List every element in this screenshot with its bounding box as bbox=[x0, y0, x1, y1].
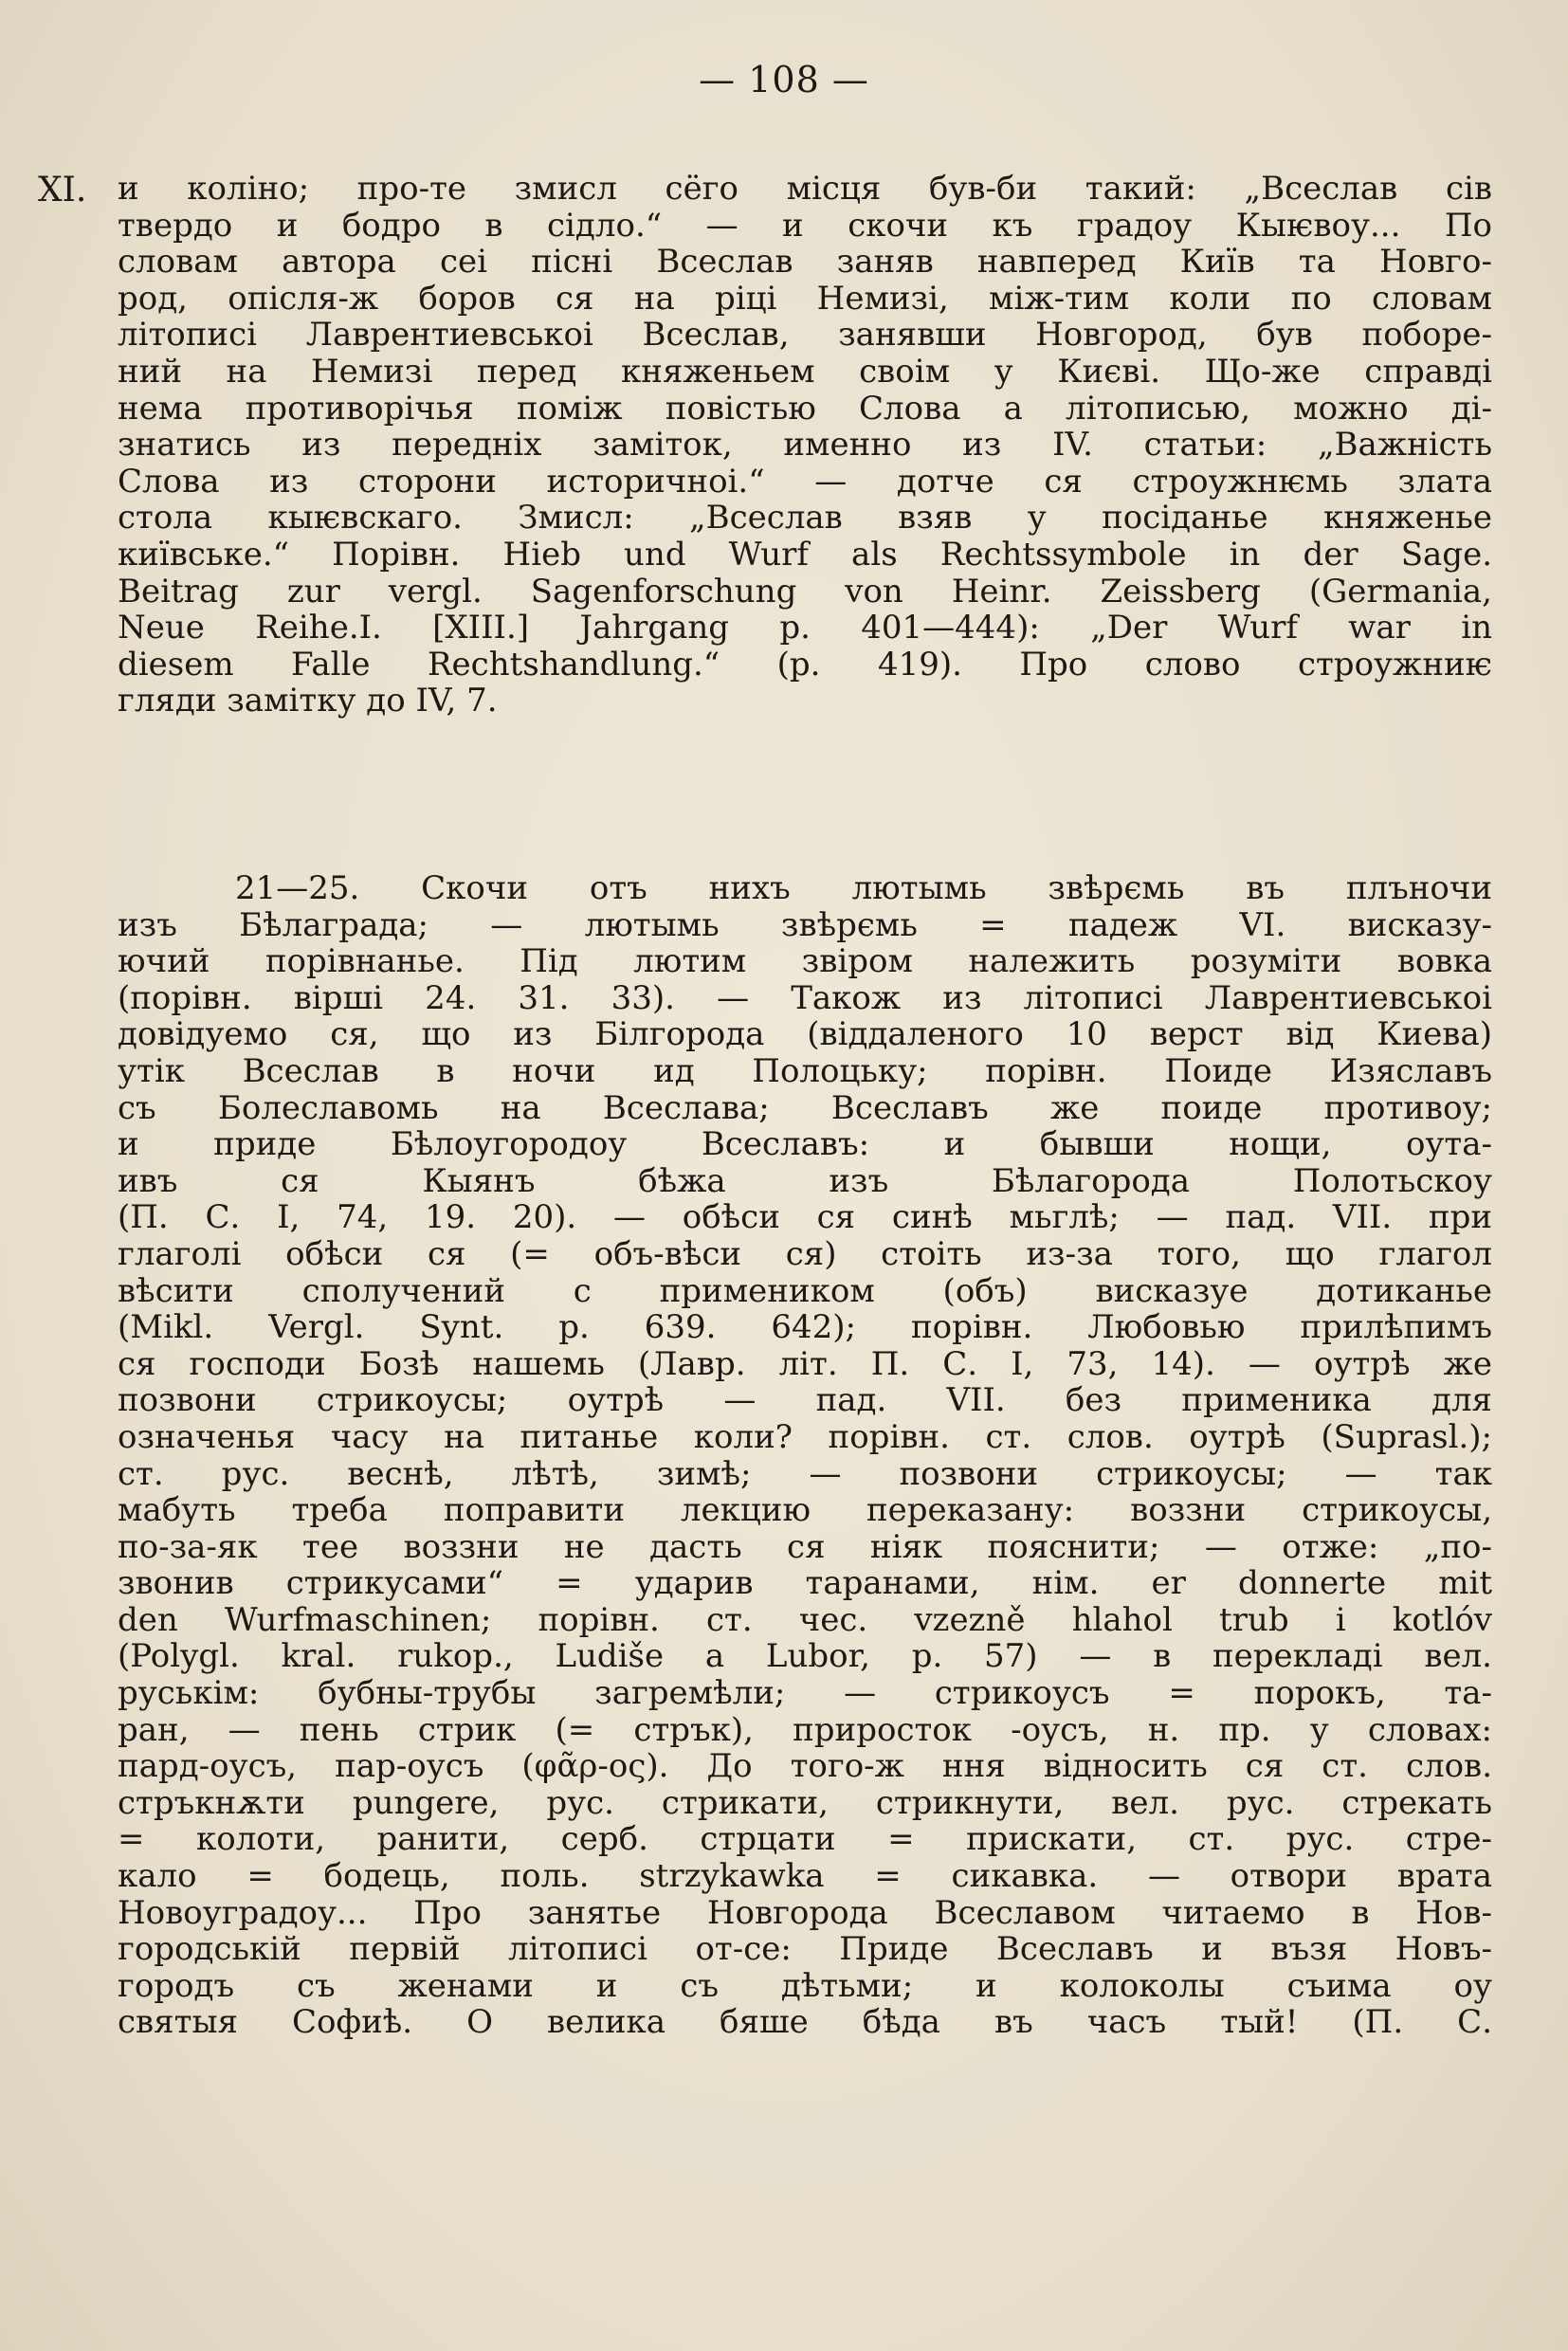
text-line: вѣсити сполучений с примеником (объ) висказуе дотиканье bbox=[118, 1272, 1492, 1310]
text-line: словам автора сеі пісні Всеслав заняв навперед Київ та Новго- bbox=[118, 244, 1492, 281]
text-line: 21—25. Скочи отъ нихъ лютымь звѣрємь въ плъночи bbox=[235, 870, 1492, 907]
text-line: стръкнѫти pungere, рус. стрикати, стрикнути, вел. рус. стрекать bbox=[118, 1784, 1492, 1822]
text-line: означенья часу на питанье коли? порівн. ст. слов. оутрѣ (Suprasl.); bbox=[118, 1418, 1492, 1456]
text-line: городъ съ женами и съ дѣтьми; и колоколы съима оу bbox=[118, 1967, 1492, 2005]
text-line: літописі Лаврентиевськоі Всеслав, занявши Новгород, був поборе- bbox=[118, 317, 1492, 354]
text-line: Beitrag zur vergl. Sagenforschung von Heinr. Zeissberg (Germania, bbox=[118, 573, 1492, 611]
text-line: позвони стрикоусы; оутрѣ — пад. VII. без применика для bbox=[118, 1382, 1492, 1419]
text-line: (Mikl. Vergl. Synt. p. 639. 642); порівн. Любовью прилѣпимъ bbox=[118, 1309, 1492, 1346]
text-line: ст. рус. веснѣ, лѣтѣ, зимѣ; — позвони стрикоусы; — так bbox=[118, 1455, 1492, 1493]
text-line: нема противорічья поміж повістью Слова а літописью, можно ді- bbox=[118, 390, 1492, 428]
text-line: твердо и бодро в сідло.“ — и скочи къ градоу Кыѥвоу... По bbox=[118, 207, 1492, 245]
text-line: и приде Бѣлоугородоу Всеславъ: и бывши нощи, оута- bbox=[118, 1126, 1492, 1163]
text-line: стола кыѥвскаго. Змисл: „Всеслав взяв у посіданье княженье bbox=[118, 500, 1492, 537]
text-line: святыя Софиѣ. О велика бяше бѣда въ часъ тый! (П. С. bbox=[118, 2004, 1492, 2041]
text-line: ся господи Бозѣ нашемь (Лавр. літ. П. С. I, 73, 14). — оутрѣ же bbox=[118, 1345, 1492, 1383]
paragraph-1 bbox=[118, 171, 1492, 720]
text-line: Новоуградоу... Про занятье Новгорода Всеславом читаемо в Нов- bbox=[118, 1894, 1492, 1932]
text-line: довідуемо ся, що из Білгорода (віддаленого 10 верст від Киева) bbox=[118, 1016, 1492, 1053]
text-line: (П. С. I, 74, 19. 20). — обѣси ся синѣ мьглѣ; — пад. VII. при bbox=[118, 1199, 1492, 1236]
text-line: съ Болеславомь на Всеслава; Всеславъ же поиде противоу; bbox=[118, 1089, 1492, 1127]
text-line: по-за-як тее воззни не дасть ся ніяк пояснити; — отже: „по- bbox=[118, 1528, 1492, 1566]
text-line: род, опісля-ж боров ся на ріці Немизі, між-тим коли по словам bbox=[118, 280, 1492, 318]
text-line: руськім: бубны-трубы загремѣли; — стрикоусъ = порокъ, та- bbox=[118, 1675, 1492, 1712]
text-line: ран, — пень стрик (= стрък), приросток -оусъ, н. пр. у словах: bbox=[118, 1711, 1492, 1749]
text-line: пард-оусъ, пар-оусъ (φᾶρ-ος). До того-ж ння відносить ся ст. слов. bbox=[118, 1748, 1492, 1785]
text-line: звонив стрикусами“ = ударив таранами, нім. er donnerte mit bbox=[118, 1565, 1492, 1602]
text-line: утік Всеслав в ночи ид Полоцьку; порівн. Поиде Изяславъ bbox=[118, 1052, 1492, 1090]
text-line: знатись из передніх заміток, именно из IV. статьи: „Важність bbox=[118, 427, 1492, 464]
text-line: den Wurfmaschinen; порівн. ст. чес. vzezně hlahol trub i kotlóv bbox=[118, 1601, 1492, 1639]
paragraph-2 bbox=[118, 870, 1492, 2041]
text-line: (Polygl. kral. rukop., Ludiše a Lubor, p. 57) — в перекладі вел. bbox=[118, 1638, 1492, 1676]
text-line: городській первій літописі от-се: Приде Всеславъ и възя Новъ- bbox=[118, 1931, 1492, 1968]
text-line: гляди замітку до IV, 7. bbox=[118, 683, 498, 720]
text-line: кало = бодець, поль. strzykawka = сикавка. — отвори врата bbox=[118, 1858, 1492, 1895]
text-line: Neue Reihe.I. [XIII.] Jahrgang p. 401—444): „Der Wurf war in bbox=[118, 610, 1492, 647]
text-line: глаголі обѣси ся (= объ-вѣси ся) стоіть из-за того, що глагол bbox=[118, 1235, 1492, 1273]
text-line: (порівн. вірші 24. 31. 33). — Також из літописі Лаврентиевськоі bbox=[118, 979, 1492, 1017]
text-line: diesem Falle Rechtshandlung.“ (p. 419). Про слово строужниѥ bbox=[118, 646, 1492, 683]
text-line: ючий порівнанье. Під лютим звіром належить розуміти вовка bbox=[118, 943, 1492, 980]
text-line: ний на Немизі перед княженьем своім у Києві. Що-же справді bbox=[118, 353, 1492, 391]
page-number: — 108 — bbox=[699, 59, 869, 100]
text-line: = колоти, ранити, серб. стрцати = прискати, ст. рус. стре- bbox=[118, 1821, 1492, 1859]
text-line: Слова из сторони историчноі.“ — дотче ся строужнѥмь злата bbox=[118, 463, 1492, 501]
text-line: изъ Бѣлаграда; — лютымь звѣрємь = падеж VI. висказу- bbox=[118, 906, 1492, 944]
text-line: київське.“ Порівн. Hieb und Wurf als Rechtssymbole in der Sage. bbox=[118, 536, 1492, 574]
text-line: ивъ ся Кыянъ бѣжа изъ Бѣлагорода Полотьскоу bbox=[118, 1162, 1492, 1200]
text-line: мабуть треба поправити лекцию переказану: воззни стрикоусы, bbox=[118, 1492, 1492, 1529]
text-line: и коліно; про-те змисл сёго місця був-би такий: „Всеслав сів bbox=[118, 171, 1492, 208]
section-marker: XI. bbox=[38, 171, 87, 210]
